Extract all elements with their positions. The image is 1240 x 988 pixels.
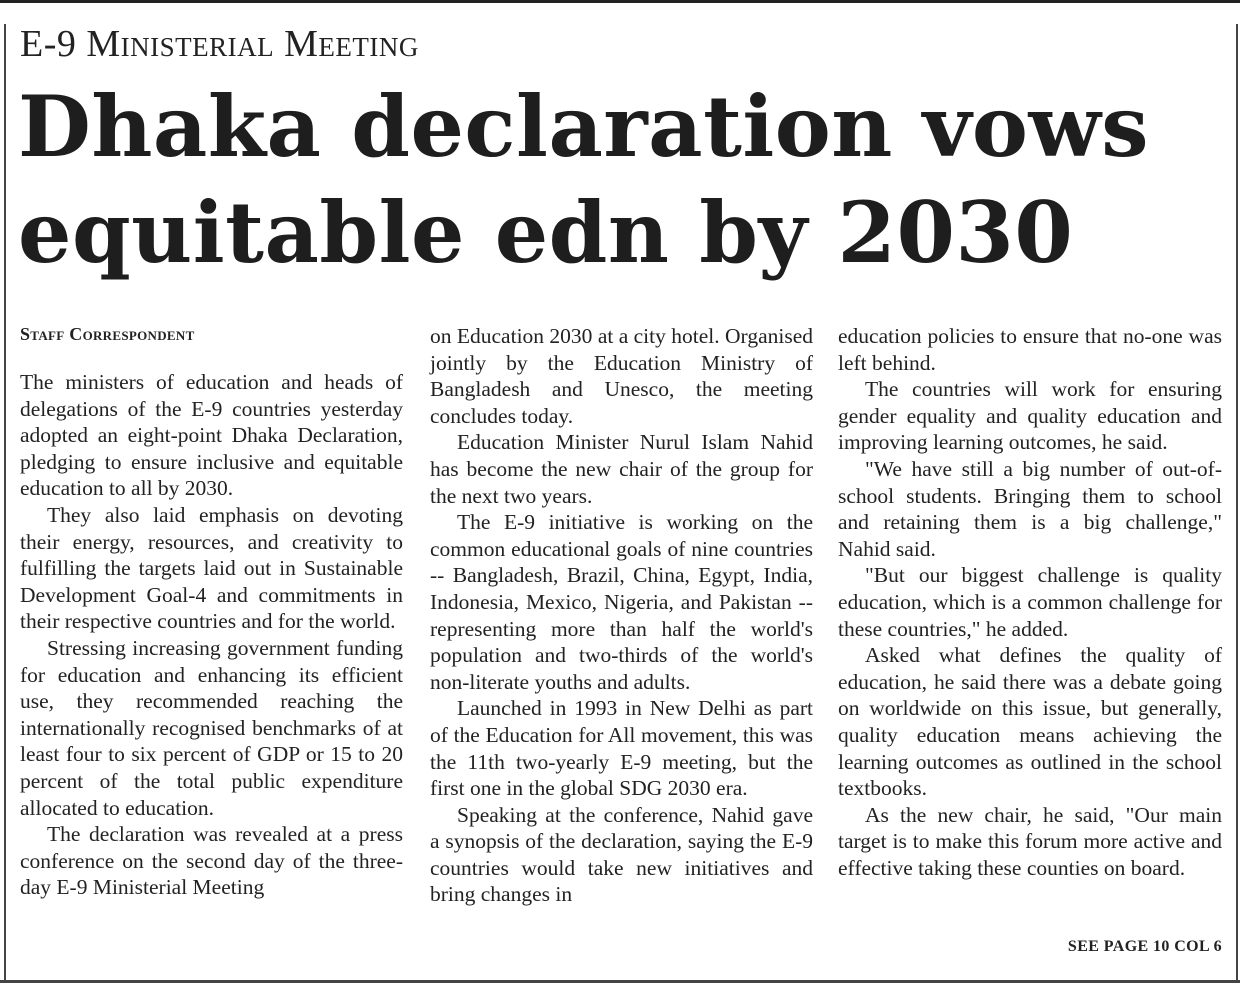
paragraph: The countries will work for ensuring gender equality and quality education and improving learning outcomes, he said. — [838, 377, 1222, 455]
paragraph: Launched in 1993 in New Delhi as part of the Education for All movement, this was the 11th two-yearly E-9 meeting, but the first one in the global SDG 2030 era. — [430, 696, 813, 801]
paragraph: The E-9 initiative is working on the common educational goals of nine countries -- Bangladesh, Brazil, China, Egypt, India, Indonesia, Mexico, Nigeria, and Pakistan -- representing more than half the world's population and two-thirds of the world's non-literate youths and adults. — [430, 510, 813, 694]
column-3 — [838, 323, 1222, 881]
paragraph: As the new chair, he said, "Our main target is to make this forum more active and effective taking these counties on board. — [838, 802, 1222, 880]
paragraph: "But our biggest challenge is quality education, which is a common challenge for these countries," he added. — [838, 563, 1222, 641]
paragraph: The declaration was revealed at a press conference on the second day of the three-day E-9 Ministerial Meeting — [20, 822, 403, 900]
paragraph: The ministers of education and heads of delegations of the E-9 countries yesterday adopted an eight-point Dhaka Declaration, pledging to ensure inclusive and equitable education to all by 2030. — [20, 370, 403, 501]
column-1 — [20, 369, 403, 901]
byline: Staff Correspondent — [20, 324, 195, 344]
headline-line-2: equitable edn by 2030 — [18, 183, 1074, 282]
paragraph: They also laid emphasis on devoting their energy, resources, and creativity to fulfilling the targets laid out in Sustainable Development Goal-4 and commitments in their respective countries and for the world. — [20, 502, 403, 634]
paragraph: Stressing increasing government funding for education and enhancing its efficient use, they recommended reaching the internationally recognised benchmarks of at least four to six percent of GDP or 15 to 20 percent of the total public expenditure allocated to education. — [20, 635, 403, 820]
continuation-note: SEE PAGE 10 COL 6 — [1067, 938, 1222, 955]
paragraph: Education Minister Nurul Islam Nahid has become the new chair of the group for the next two years. — [430, 430, 813, 508]
column-2 — [430, 323, 813, 908]
bottom-border — [0, 980, 1240, 983]
paragraph: "We have still a big number of out-of-school students. Bringing them to school and retaining them is a big challenge," Nahid said. — [838, 456, 1222, 561]
paragraph: Asked what defines the quality of education, he said there was a debate going on worldwide on this issue, but generally, quality education means achieving the learning outcomes as outlined in the school textbooks. — [838, 643, 1222, 801]
top-border — [0, 0, 1240, 3]
headline-line-1: Dhaka declaration vows — [18, 77, 1150, 176]
paragraph: Speaking at the conference, Nahid gave a synopsis of the declaration, saying the E-9 countries would take new initiatives and bring changes in — [430, 802, 813, 907]
paragraph: on Education 2030 at a city hotel. Organised jointly by the Education Ministry of Bangladesh and Unesco, the meeting concludes today. — [430, 324, 813, 428]
right-border — [1236, 24, 1238, 982]
headline — [18, 74, 1233, 286]
left-border — [4, 24, 6, 982]
kicker: E-9 Ministerial Meeting — [20, 23, 419, 65]
paragraph: education policies to ensure that no-one was left behind. — [838, 324, 1222, 375]
